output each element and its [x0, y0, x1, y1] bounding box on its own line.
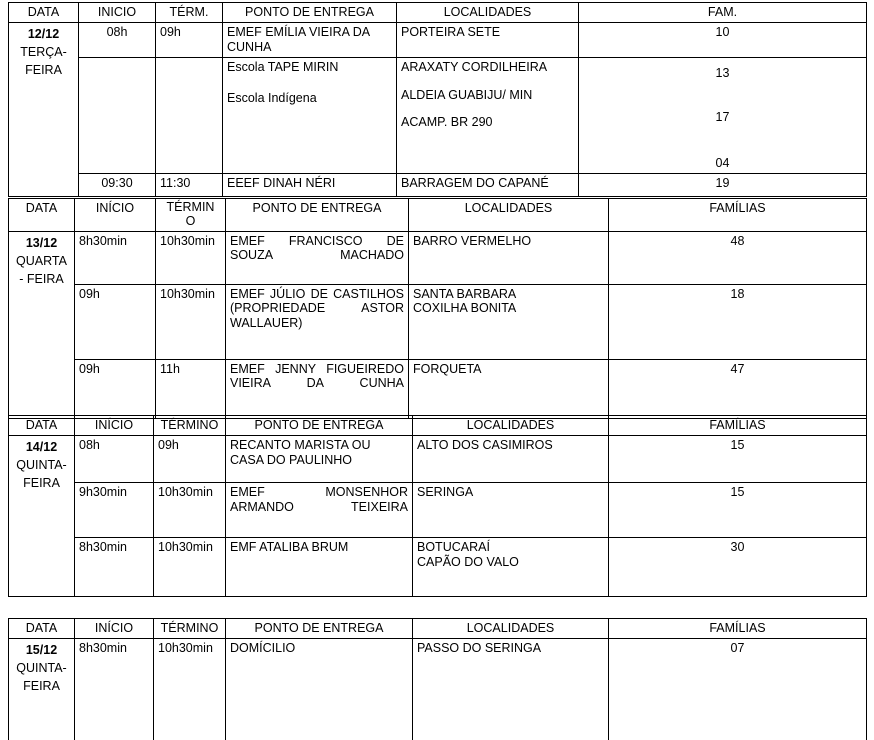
- cell-termino: 11h: [156, 359, 226, 418]
- cell-familias: 18: [609, 284, 867, 359]
- column-header-termino-line2: O: [185, 213, 196, 228]
- table-row: [9, 231, 867, 284]
- cell-ponto-line2: Escola Indígena: [227, 90, 317, 105]
- cell-familias: 10: [579, 22, 867, 57]
- cell-inicio: 09h: [75, 284, 156, 359]
- cell-inicio: 8h30min: [75, 537, 154, 596]
- cell-termino: 09h: [156, 22, 223, 57]
- cell-ponto: EEEF DINAH NÉRI: [223, 174, 397, 197]
- cell-inicio: 09:30: [79, 174, 156, 197]
- cell-inicio: 9h30min: [75, 482, 154, 537]
- table-row: [9, 482, 867, 537]
- column-header-termino: TÉRM.: [156, 3, 223, 23]
- column-header-termino: TÉRMINO: [154, 619, 226, 639]
- column-header-data: DATA: [9, 619, 75, 639]
- date-weekday2: FEIRA: [25, 63, 62, 77]
- localidade-item: CAPÃO DO VALO: [417, 554, 519, 569]
- cell-familias: 15: [609, 435, 867, 482]
- cell-inicio: 8h30min: [75, 638, 154, 740]
- date-cell: [9, 22, 79, 196]
- table-row: [9, 359, 867, 418]
- localidade-item: COXILHA BONITA: [413, 301, 517, 316]
- cell-ponto: EMEF EMÍLIA VIEIRA DA CUNHA: [223, 22, 397, 57]
- date-weekday2: - FEIRA: [19, 271, 64, 286]
- column-header-data: DATA: [9, 199, 75, 232]
- table-header-row: [9, 3, 867, 23]
- date-day: 15/12: [25, 642, 58, 657]
- table-row: [9, 174, 867, 197]
- localidade-item: ACAMP. BR 290: [401, 115, 493, 130]
- cell-localidades: [397, 57, 579, 173]
- schedule-table-12-12: [8, 2, 867, 197]
- column-header-localidades: LOCALIDADES: [413, 416, 609, 436]
- cell-localidades: ALTO DOS CASIMIROS: [413, 435, 609, 482]
- column-header-localidades: LOCALIDADES: [397, 3, 579, 23]
- cell-ponto: EMEF FRANCISCO DE SOUZA MACHADO: [226, 231, 409, 284]
- column-header-inicio: INÍCIO: [75, 199, 156, 232]
- cell-ponto: EMF ATALIBA BRUM: [226, 537, 413, 596]
- cell-familias: 15: [609, 482, 867, 537]
- date-weekday: QUARTA: [16, 253, 67, 268]
- localidade-item: BOTUCARAÍ: [417, 539, 490, 554]
- date-weekday: QUINTA-: [16, 660, 67, 675]
- localidade-item: ARAXATY CORDILHEIRA: [401, 59, 548, 74]
- column-header-ponto: PONTO DE ENTREGA: [223, 3, 397, 23]
- familias-item: 04: [715, 156, 730, 171]
- column-header-termino: TÉRMINO: [154, 416, 226, 436]
- cell-ponto: RECANTO MARISTA OU CASA DO PAULINHO: [226, 435, 413, 482]
- cell-localidades: FORQUETA: [409, 359, 609, 418]
- cell-termino: 11:30: [156, 174, 223, 197]
- cell-ponto: DOMÍCILIO: [226, 638, 413, 740]
- familias-item: 17: [715, 109, 730, 124]
- cell-localidades: [409, 284, 609, 359]
- cell-familias: 19: [579, 174, 867, 197]
- table-header-row: [9, 416, 867, 436]
- column-header-inicio: INÍCIO: [75, 619, 154, 639]
- date-cell: [9, 638, 75, 740]
- column-header-ponto: PONTO DE ENTREGA: [226, 199, 409, 232]
- cell-ponto: [223, 57, 397, 173]
- column-header-inicio: INÍCIO: [75, 416, 154, 436]
- date-day: 12/12: [27, 26, 60, 41]
- table-row: [9, 435, 867, 482]
- schedule-table-13-12: [8, 198, 867, 419]
- table-row: [9, 537, 867, 596]
- localidade-item: ALDEIA GUABIJU/ MIN: [401, 87, 533, 102]
- cell-inicio: 09h: [75, 359, 156, 418]
- column-header-termino-line1: TÉRMIN: [166, 200, 215, 214]
- cell-ponto: EMEF MONSENHOR ARMANDO TEIXEIRA: [226, 482, 413, 537]
- column-header-termino: [156, 199, 226, 232]
- cell-localidades: PASSO DO SERINGA: [413, 638, 609, 740]
- cell-inicio: 08h: [75, 435, 154, 482]
- column-header-localidades: LOCALIDADES: [409, 199, 609, 232]
- column-header-familias: FAMÍLIAS: [609, 199, 867, 232]
- column-header-ponto: PONTO DE ENTREGA: [226, 619, 413, 639]
- table-row: [9, 284, 867, 359]
- cell-termino: 09h: [154, 435, 226, 482]
- localidade-item: SANTA BARBARA: [413, 286, 517, 301]
- schedule-table-14-12: [8, 415, 867, 597]
- table-row: [9, 638, 867, 740]
- column-header-familias: FAMÍLIAS: [609, 416, 867, 436]
- column-header-data: DATA: [9, 416, 75, 436]
- cell-ponto-line1: Escola TAPE MIRIN: [227, 59, 339, 74]
- table-header-row: [9, 619, 867, 639]
- cell-localidades: PORTEIRA SETE: [397, 22, 579, 57]
- cell-familias: [579, 57, 867, 173]
- cell-inicio: 08h: [79, 22, 156, 57]
- cell-termino: 10h30min: [156, 231, 226, 284]
- cell-termino: 10h30min: [154, 482, 226, 537]
- date-weekday2: FEIRA: [23, 679, 60, 693]
- cell-inicio: 8h30min: [75, 231, 156, 284]
- cell-inicio: [79, 57, 156, 173]
- column-header-inicio: INICIO: [79, 3, 156, 23]
- cell-familias: 07: [609, 638, 867, 740]
- cell-termino: 10h30min: [156, 284, 226, 359]
- cell-localidades: BARRAGEM DO CAPANÉ: [397, 174, 579, 197]
- date-weekday: TERÇA-: [20, 44, 67, 59]
- cell-familias: 30: [609, 537, 867, 596]
- cell-localidades: [413, 537, 609, 596]
- table-row: [9, 57, 867, 173]
- column-header-localidades: LOCALIDADES: [413, 619, 609, 639]
- cell-familias: 48: [609, 231, 867, 284]
- table-header-row: [9, 199, 867, 232]
- cell-familias: 47: [609, 359, 867, 418]
- date-day: 14/12: [25, 439, 58, 454]
- cell-termino: 10h30min: [154, 537, 226, 596]
- date-weekday: QUINTA-: [16, 457, 67, 472]
- familias-item: 13: [715, 65, 730, 80]
- cell-termino: [156, 57, 223, 173]
- cell-localidades: BARRO VERMELHO: [409, 231, 609, 284]
- date-cell: [9, 435, 75, 596]
- cell-ponto: EMEF JÚLIO DE CASTILHOS (PROPRIEDADE ASTOR WALLAUER): [226, 284, 409, 359]
- column-header-familias: FAM.: [579, 3, 867, 23]
- date-cell: [9, 231, 75, 418]
- column-header-ponto: PONTO DE ENTREGA: [226, 416, 413, 436]
- cell-termino: 10h30min: [154, 638, 226, 740]
- column-header-data: DATA: [9, 3, 79, 23]
- cell-ponto: EMEF JENNY FIGUEIREDO VIEIRA DA CUNHA: [226, 359, 409, 418]
- date-day: 13/12: [25, 235, 58, 250]
- column-header-familias: FAMÍLIAS: [609, 619, 867, 639]
- schedule-table-15-12: [8, 618, 867, 740]
- date-weekday2: FEIRA: [23, 476, 60, 490]
- cell-localidades: SERINGA: [413, 482, 609, 537]
- table-row: [9, 22, 867, 57]
